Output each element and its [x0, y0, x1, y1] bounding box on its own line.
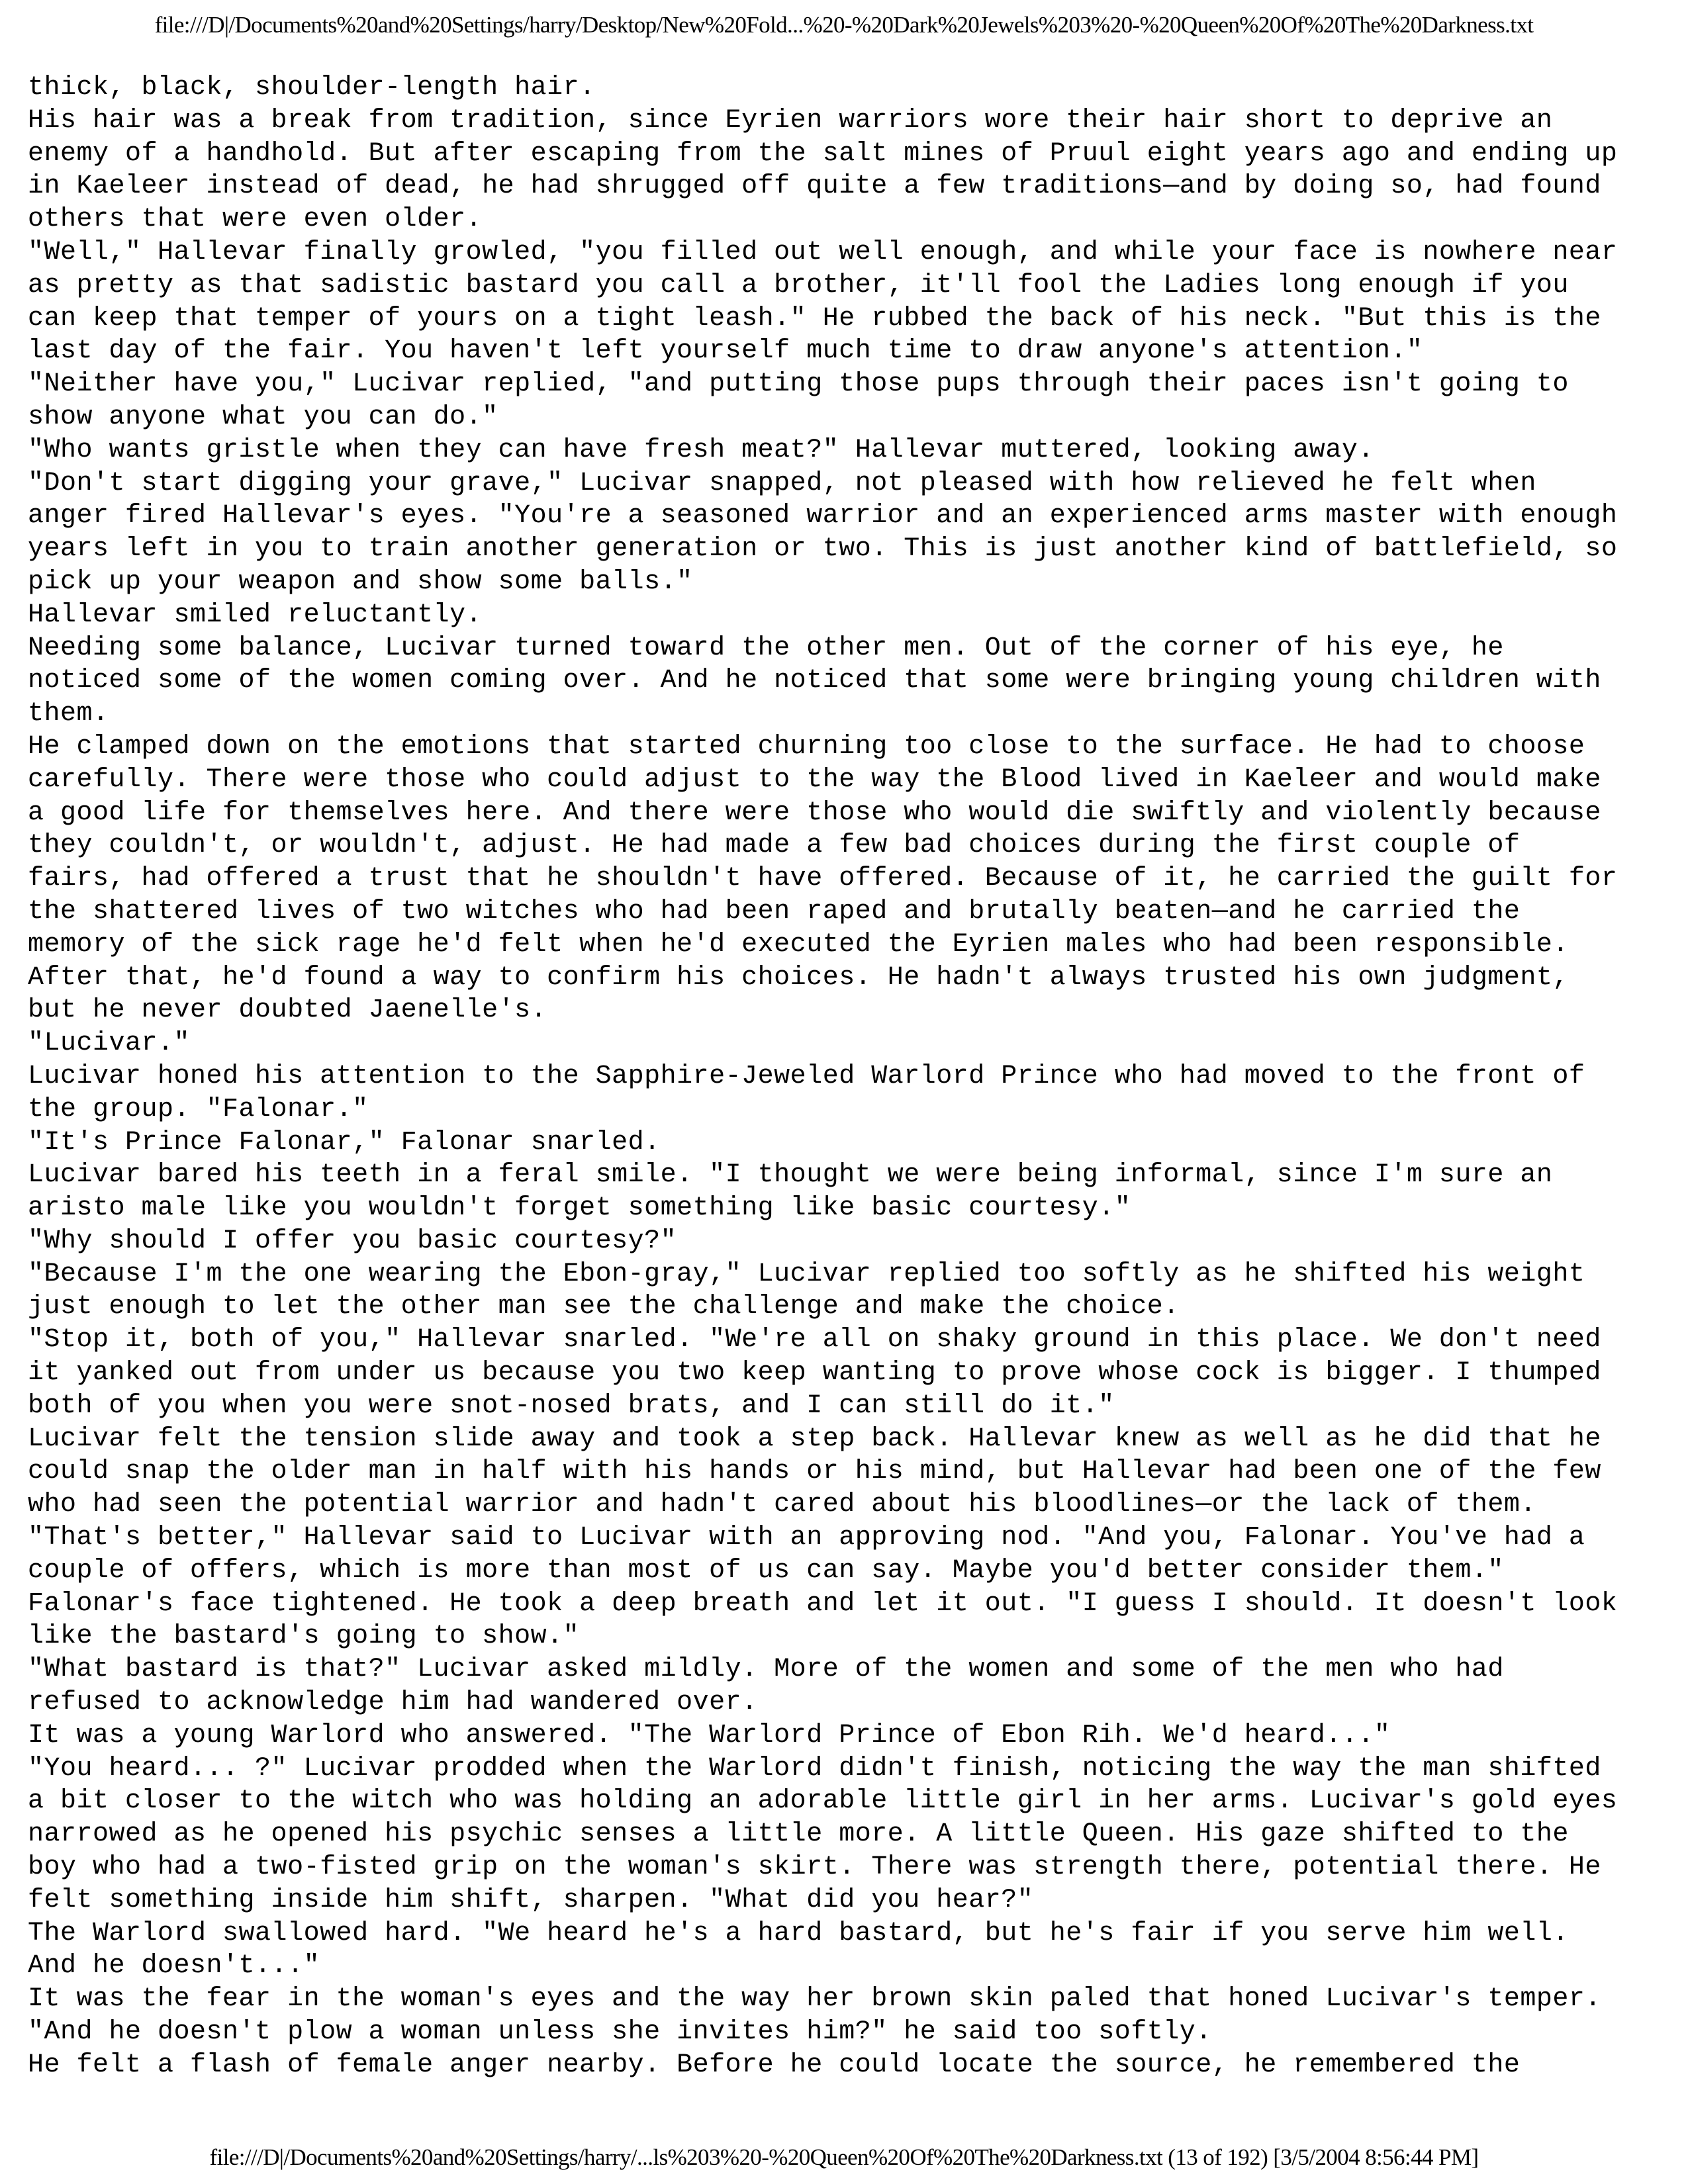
text-line: years left in you to train another generation or two. This is just another kind of battlefield, so	[28, 534, 1618, 565]
text-line: And he doesn't..."	[28, 1951, 320, 1981]
text-line: "Who wants gristle when they can have fresh meat?" Hallevar muttered, looking away.	[28, 435, 1374, 465]
text-line: Lucivar felt the tension slide away and took a step back. Hallevar knew as well as he did that he	[28, 1424, 1601, 1454]
text-line: them.	[28, 699, 109, 729]
text-line: can keep that temper of yours on a tight leash." He rubbed the back of his neck. "But this is the	[28, 303, 1601, 334]
text-line: last day of the fair. You haven't left yourself much time to draw anyone's attention."	[28, 336, 1423, 367]
text-line: show anyone what you can do."	[28, 402, 498, 432]
text-line: could snap the older man in half with his hands or his mind, but Hallevar had been one of the few	[28, 1457, 1601, 1487]
text-line: Lucivar bared his teeth in a feral smile. "I thought we were being informal, since I'm sure an	[28, 1160, 1553, 1191]
text-line: others that were even older.	[28, 205, 483, 235]
document-body	[28, 71, 1669, 2082]
text-line: "Neither have you," Lucivar replied, "and putting those pups through their paces isn't going to	[28, 369, 1569, 400]
text-line: a bit closer to the witch who was holding an adorable little girl in her arms. Lucivar's gold eyes	[28, 1786, 1618, 1817]
text-line: couple of offers, which is more than most of us can say. Maybe you'd better consider them."	[28, 1555, 1504, 1586]
text-line: "It's Prince Falonar," Falonar snarled.	[28, 1127, 661, 1158]
text-line: like the bastard's going to show."	[28, 1621, 580, 1652]
footer-file-path: file:///D|/Documents%20and%20Settings/harry/...ls%203%20-%20Queen%20Of%20The%20Darkness.txt (13 of 192) [3/5/2004 8:56:44 PM]	[209, 2144, 1479, 2170]
text-line: "You heard... ?" Lucivar prodded when the Warlord didn't finish, noticing the way the man shifted	[28, 1753, 1601, 1784]
text-line: "That's better," Hallevar said to Lucivar with an approving nod. "And you, Falonar. You've had a	[28, 1523, 1585, 1553]
text-line: "Why should I offer you basic courtesy?"	[28, 1226, 677, 1256]
text-line: it yanked out from under us because you two keep wanting to prove whose cock is bigger. I thumped	[28, 1358, 1601, 1388]
text-line: memory of the sick rage he'd felt when he'd executed the Eyrien males who had been responsible.	[28, 929, 1569, 960]
text-line: thick, black, shoulder-length hair.	[28, 73, 596, 103]
text-line: both of you when you were snot-nosed brats, and I can still do it."	[28, 1390, 1115, 1421]
text-line: Needing some balance, Lucivar turned toward the other men. Out of the corner of his eye, he	[28, 633, 1504, 663]
text-line: It was the fear in the woman's eyes and the way her brown skin paled that honed Lucivar's temper.	[28, 1984, 1601, 2015]
text-line: His hair was a break from tradition, since Eyrien warriors wore their hair short to deprive an	[28, 105, 1553, 136]
text-line: felt something inside him shift, sharpen. "What did you hear?"	[28, 1885, 1034, 1915]
text-line: He felt a flash of female anger nearby. Before he could locate the source, he remembered the	[28, 2050, 1521, 2080]
text-line: a good life for themselves here. And there were those who would die swiftly and violently because	[28, 797, 1601, 828]
text-line: fairs, had offered a trust that he shouldn't have offered. Because of it, he carried the guilt for	[28, 864, 1618, 894]
text-line: "Well," Hallevar finally growled, "you filled out well enough, and while your face is nowhere near	[28, 237, 1618, 267]
text-line: "What bastard is that?" Lucivar asked mildly. More of the women and some of the men who had	[28, 1655, 1504, 1685]
text-line: enemy of a handhold. But after escaping from the salt mines of Pruul eight years ago and ending up	[28, 138, 1618, 169]
text-line: just enough to let the other man see the challenge and make the choice.	[28, 1292, 1180, 1322]
text-line: narrowed as he opened his psychic senses a little more. A little Queen. His gaze shifted to the	[28, 1819, 1569, 1850]
text-line: carefully. There were those who could adjust to the way the Blood lived in Kaeleer and would make	[28, 764, 1601, 795]
text-line: refused to acknowledge him had wandered over.	[28, 1688, 758, 1718]
text-line: Lucivar honed his attention to the Sapphire-Jeweled Warlord Prince who had moved to the front of	[28, 1061, 1585, 1091]
text-line: The Warlord swallowed hard. "We heard he's a hard bastard, but he's fair if you serve him well.	[28, 1918, 1569, 1948]
text-line: "Because I'm the one wearing the Ebon-gray," Lucivar replied too softly as he shifted his weight	[28, 1259, 1585, 1289]
text-line: the shattered lives of two witches who had been raped and brutally beaten—and he carried the	[28, 896, 1521, 927]
text-line: "And he doesn't plow a woman unless she invites him?" he said too softly.	[28, 2017, 1212, 2048]
text-line: noticed some of the women coming over. And he noticed that some were bringing young children with	[28, 666, 1601, 696]
text-line: aristo male like you wouldn't forget something like basic courtesy."	[28, 1193, 1131, 1224]
text-line: in Kaeleer instead of dead, he had shrugged off quite a few traditions—and by doing so, had found	[28, 171, 1601, 202]
text-line: anger fired Hallevar's eyes. "You're a seasoned warrior and an experienced arms master with enough	[28, 501, 1618, 531]
text-line: but he never doubted Jaenelle's.	[28, 995, 547, 1026]
text-line: boy who had a two-fisted grip on the woman's skirt. There was strength there, potential there. He	[28, 1852, 1601, 1883]
text-line: He clamped down on the emotions that started churning too close to the surface. He had to choose	[28, 731, 1585, 762]
text-line: Hallevar smiled reluctantly.	[28, 600, 483, 630]
text-line: who had seen the potential warrior and hadn't cared about his bloodlines—or the lack of them.	[28, 1490, 1536, 1520]
text-line: the group. "Falonar."	[28, 1094, 369, 1124]
text-line: Falonar's face tightened. He took a deep breath and let it out. "I guess I should. It doesn't look	[28, 1588, 1618, 1619]
text-line: they couldn't, or wouldn't, adjust. He had made a few bad choices during the first couple of	[28, 831, 1521, 861]
header-file-path: file:///D|/Documents%20and%20Settings/harry/Desktop/New%20Fold...%20-%20Dark%20Jewels%203%20-%20Queen%20Of%20The%20Darkness.txt	[154, 12, 1534, 38]
text-line: pick up your weapon and show some balls."	[28, 567, 693, 597]
text-line: After that, he'd found a way to confirm his choices. He hadn't always trusted his own judgment,	[28, 962, 1569, 993]
text-line: as pretty as that sadistic bastard you call a brother, it'll fool the Ladies long enough if you	[28, 270, 1569, 300]
text-line: It was a young Warlord who answered. "The Warlord Prince of Ebon Rih. We'd heard..."	[28, 1720, 1391, 1751]
text-line: "Don't start digging your grave," Lucivar snapped, not pleased with how relieved he felt when	[28, 468, 1536, 498]
text-line: "Stop it, both of you," Hallevar snarled. "We're all on shaky ground in this place. We don't need	[28, 1325, 1601, 1355]
text-line: "Lucivar."	[28, 1028, 191, 1059]
